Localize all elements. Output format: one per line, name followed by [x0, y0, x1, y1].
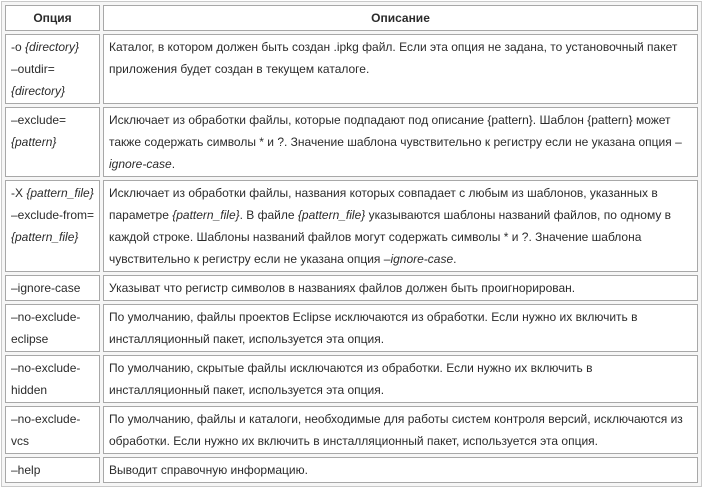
header-option: Опция [5, 5, 100, 31]
description-cell: По умолчанию, скрытые файлы исключаются из обработки. Если нужно их включить в инсталляционный пакет, используется эта опция. [103, 355, 698, 403]
options-table [1, 1, 702, 487]
option-cell: -o {directory} –outdir= {directory} [5, 34, 100, 104]
description-cell: Указыват что регистр символов в названиях файлов должен быть проигнорирован. [103, 275, 698, 301]
description-cell: По умолчанию, файлы и каталоги, необходимые для работы систем контроля версий, исключаются из обработки. Если нужно их включить в инсталляционный пакет, используется эта опция. [103, 406, 698, 454]
table-row [5, 180, 698, 272]
description-cell: Исключает из обработки файлы, которые подпадают под описание {pattern}. Шаблон {pattern} может также содержать символы * и ?. Значение шаблона чувствительно к регистру если не указана опция –ignore-case. [103, 107, 698, 177]
table-row [5, 406, 698, 454]
description-cell: Каталог, в котором должен быть создан .ipkg файл. Если эта опция не задана, то установочный пакет приложения будет создан в текущем каталоге. [103, 34, 698, 104]
option-cell: -X {pattern_file} –exclude-from= {pattern_file} [5, 180, 100, 272]
option-cell: –no-exclude-vcs [5, 406, 100, 454]
description-cell: По умолчанию, файлы проектов Eclipse исключаются из обработки. Если нужно их включить в инсталляционный пакет, используется эта опция. [103, 304, 698, 352]
table-row [5, 304, 698, 352]
option-cell: –exclude= {pattern} [5, 107, 100, 177]
header-row [5, 5, 698, 31]
description-cell: Выводит справочную информацию. [103, 457, 698, 483]
option-cell: –no-exclude-eclipse [5, 304, 100, 352]
table-row [5, 355, 698, 403]
option-cell: –help [5, 457, 100, 483]
description-cell: Исключает из обработки файлы, названия которых совпадает с любым из шаблонов, указанных в параметре {pattern_file}. В файле {pattern_file} указываются шаблоны названий файлов, по одному в каждой строке. Шаблоны названий файлов могут содержать символы * и ?. Значение шаблона чувствительно к регистру если не указана опция –ignore-case. [103, 180, 698, 272]
table-row [5, 107, 698, 177]
option-cell: –no-exclude-hidden [5, 355, 100, 403]
header-description: Описание [103, 5, 698, 31]
table-row [5, 34, 698, 104]
option-cell: –ignore-case [5, 275, 100, 301]
table-row [5, 275, 698, 301]
